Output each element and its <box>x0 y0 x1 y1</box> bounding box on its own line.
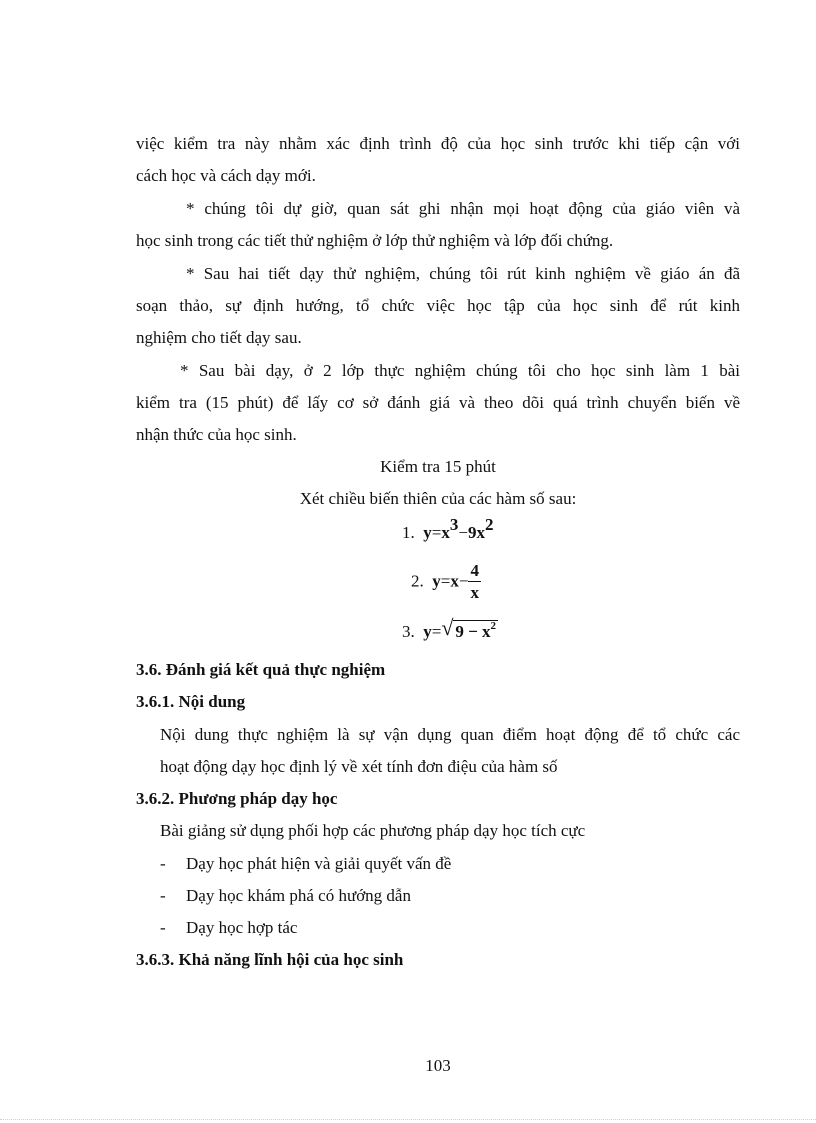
footer-divider <box>0 1119 816 1120</box>
equals-sign: = <box>431 523 442 542</box>
section-3-6-2-intro: Bài giảng sử dụng phối hợp các phương pháp dạy học tích cực <box>160 821 586 840</box>
exponent: 3 <box>449 515 459 534</box>
minus-sign: − <box>458 571 469 591</box>
fraction-numerator: 4 <box>470 561 479 580</box>
formula-number: 3. <box>402 622 415 641</box>
formula-lhs: y <box>423 622 432 641</box>
bullet-dash: - <box>160 918 166 937</box>
formula-lhs: y <box>432 571 441 591</box>
radicand: 9 − x <box>455 622 491 641</box>
formula-3 <box>402 615 498 642</box>
test-title: Kiểm tra 15 phút <box>380 457 496 476</box>
exponent: 2 <box>484 515 494 534</box>
paragraph-4-line-1: * Sau bài dạy, ở 2 lớp thực nghiệm chúng tôi cho học sinh làm 1 bài <box>180 361 740 380</box>
formula-term: x <box>441 523 450 542</box>
exponent: 2 <box>490 620 497 632</box>
paragraph-1-line-1: việc kiểm tra này nhằm xác định trình độ của học sinh trước khi tiếp cận với <box>136 134 740 153</box>
list-item <box>160 854 451 874</box>
formula-lhs: y <box>423 523 432 542</box>
list-item <box>160 918 297 938</box>
paragraph-3-line-1: * Sau hai tiết dạy thử nghiệm, chúng tôi rút kinh nghiệm về giáo án đã <box>186 264 740 283</box>
section-3-6-2-heading: 3.6.2. Phương pháp dạy học <box>136 789 338 808</box>
bullet-dash: - <box>160 854 166 873</box>
list-item-text: Dạy học hợp tác <box>186 918 298 937</box>
formula-2 <box>411 562 481 601</box>
radical-icon: √ <box>441 615 454 640</box>
paragraph-1-line-2: cách học và cách dạy mới. <box>136 166 316 185</box>
section-3-6-3-heading: 3.6.3. Khả năng lĩnh hội của học sinh <box>136 950 404 969</box>
formula-number: 1. <box>402 523 415 542</box>
formula-term: 9x <box>467 523 485 542</box>
paragraph-2-line-2: học sinh trong các tiết thử nghiệm ở lớp thử nghiệm và lớp đối chứng. <box>136 231 614 250</box>
section-3-6-heading: 3.6. Đánh giá kết quả thực nghiệm <box>136 660 386 679</box>
square-root <box>441 615 498 642</box>
paragraph-3-line-3: nghiệm cho tiết dạy sau. <box>136 328 302 347</box>
formula-number: 2. <box>411 571 424 591</box>
section-3-6-1-line-2: hoạt động dạy học định lý về xét tính đơn điệu của hàm số <box>160 757 558 776</box>
test-instruction: Xét chiều biến thiên của các hàm số sau: <box>299 489 577 508</box>
section-3-6-1-line-1: Nội dung thực nghiệm là sự vận dụng quan điểm hoạt động để tổ chức các <box>160 725 740 744</box>
paragraph-3-line-2: soạn thảo, sự định hướng, tổ chức việc học tập của học sinh để rút kinh <box>136 296 740 315</box>
equals-sign: = <box>440 571 451 591</box>
fraction <box>468 562 481 601</box>
formula-1 <box>402 515 494 543</box>
page-number: 103 <box>425 1056 451 1075</box>
paragraph-4-line-2: kiểm tra (15 phút) để lấy cơ sở đánh giá và theo dõi quá trình chuyển biến về <box>136 393 740 412</box>
equals-sign: = <box>431 622 442 641</box>
bullet-dash: - <box>160 886 166 905</box>
list-item <box>160 886 411 906</box>
fraction-denominator: x <box>470 583 479 602</box>
paragraph-2-line-1: * chúng tôi dự giờ, quan sát ghi nhận mọi hoạt động của giáo viên và <box>186 199 740 218</box>
list-item-text: Dạy học phát hiện và giải quyết vấn đề <box>186 854 452 873</box>
paragraph-4-line-3: nhận thức của học sinh. <box>136 425 297 444</box>
minus-sign: − <box>458 523 468 542</box>
list-item-text: Dạy học khám phá có hướng dẫn <box>186 886 411 905</box>
section-3-6-1-heading: 3.6.1. Nội dung <box>136 692 246 711</box>
formula-term: x <box>450 571 459 591</box>
